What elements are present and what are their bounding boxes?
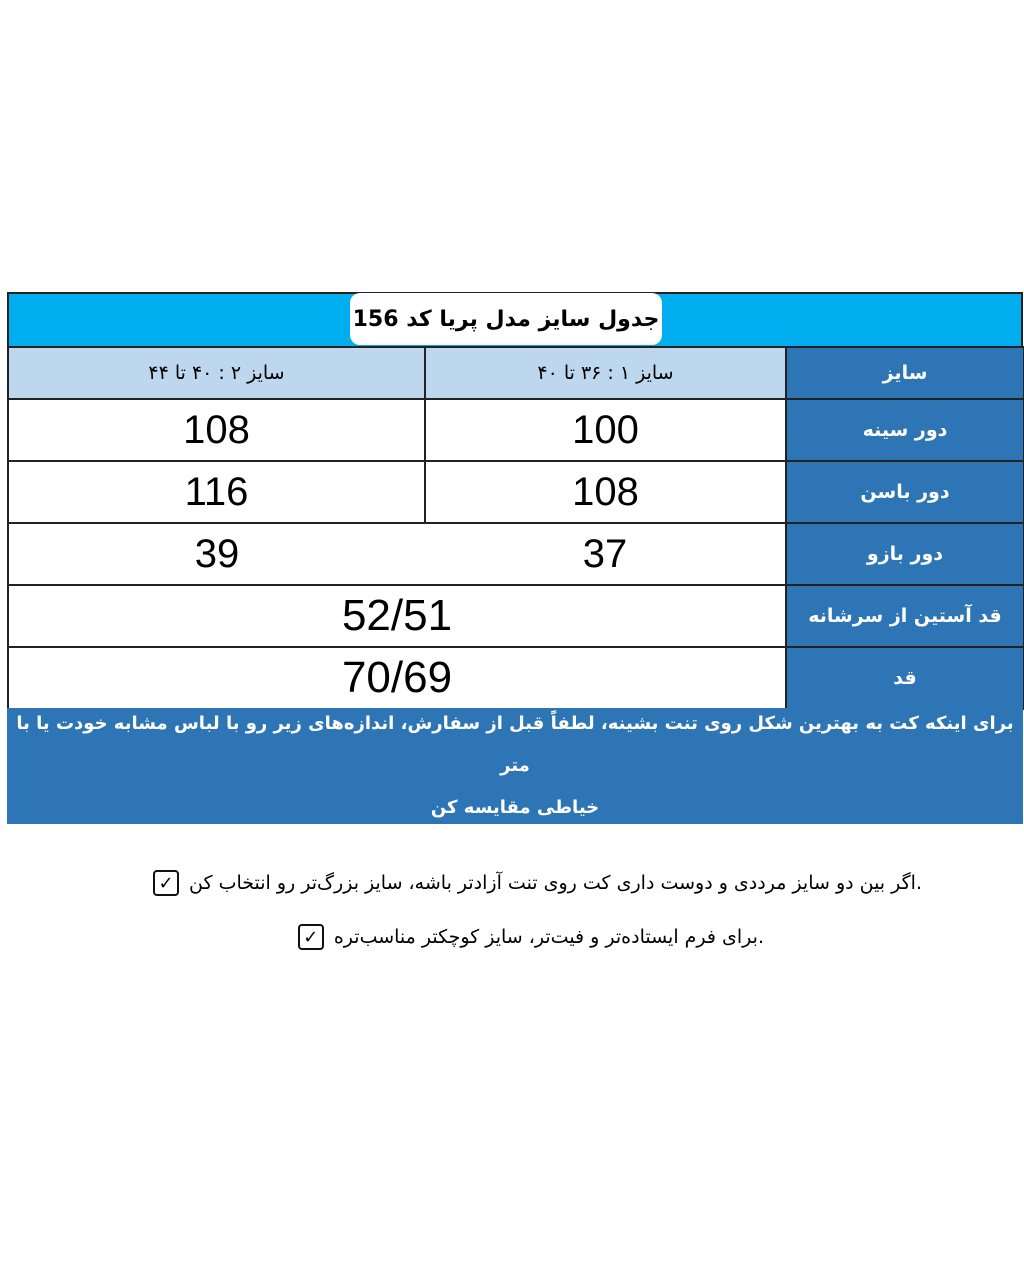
checkbox-checked-icon: ✓ [153, 870, 179, 896]
table-row [8, 461, 1024, 523]
arm-size2-value: 39 [8, 523, 425, 585]
note-2-text: .برای فرم ایستاده‌تر و فیت‌تر، سایز کوچکتر مناسب‌تره [333, 926, 764, 948]
hip-size1-value: 108 [425, 461, 786, 523]
sleeve-length-value: 52/51 [8, 585, 786, 647]
size-label-header: سایز [786, 347, 1024, 399]
size2-header: سایز ۲ : ۴۰ تا ۴۴ [8, 347, 425, 399]
info-line-1: برای اینکه کت به بهترین شکل روی تنت بشینه، لطفاً قبل از سفارش، اندازه‌های زیر رو با لباس مشابه خودت یا با متر [16, 713, 1014, 776]
table-header-row [8, 347, 1024, 399]
checkbox-checked-icon: ✓ [298, 924, 324, 950]
chest-label: دور سینه [786, 399, 1024, 461]
chest-size1-value: 100 [425, 399, 786, 461]
size-table [7, 346, 1023, 708]
page-title: جدول سایز مدل پریا کد 156 [350, 293, 662, 345]
note-2 [270, 924, 764, 950]
arm-size1-value: 37 [425, 523, 786, 585]
arm-label: دور بازو [786, 523, 1024, 585]
size1-header: سایز ۱ : ۳۶ تا ۴۰ [425, 347, 786, 399]
chest-size2-value: 108 [8, 399, 425, 461]
hip-size2-value: 116 [8, 461, 425, 523]
note-1 [110, 870, 922, 896]
note-1-text: .اگر بین دو سایز مرددی و دوست داری کت روی تنت آزادتر باشه، سایز بزرگ‌تر رو انتخاب کن [189, 872, 922, 894]
table-row [8, 523, 1024, 585]
length-value: 70/69 [8, 647, 786, 709]
info-box [7, 708, 1023, 824]
table-row [8, 647, 1024, 709]
table-row [8, 585, 1024, 647]
length-label: قد [786, 647, 1024, 709]
table-row [8, 399, 1024, 461]
sleeve-length-label: قد آستین از سرشانه [786, 585, 1024, 647]
info-line-2: خیاطی مقایسه کن [430, 797, 600, 818]
hip-label: دور باسن [786, 461, 1024, 523]
